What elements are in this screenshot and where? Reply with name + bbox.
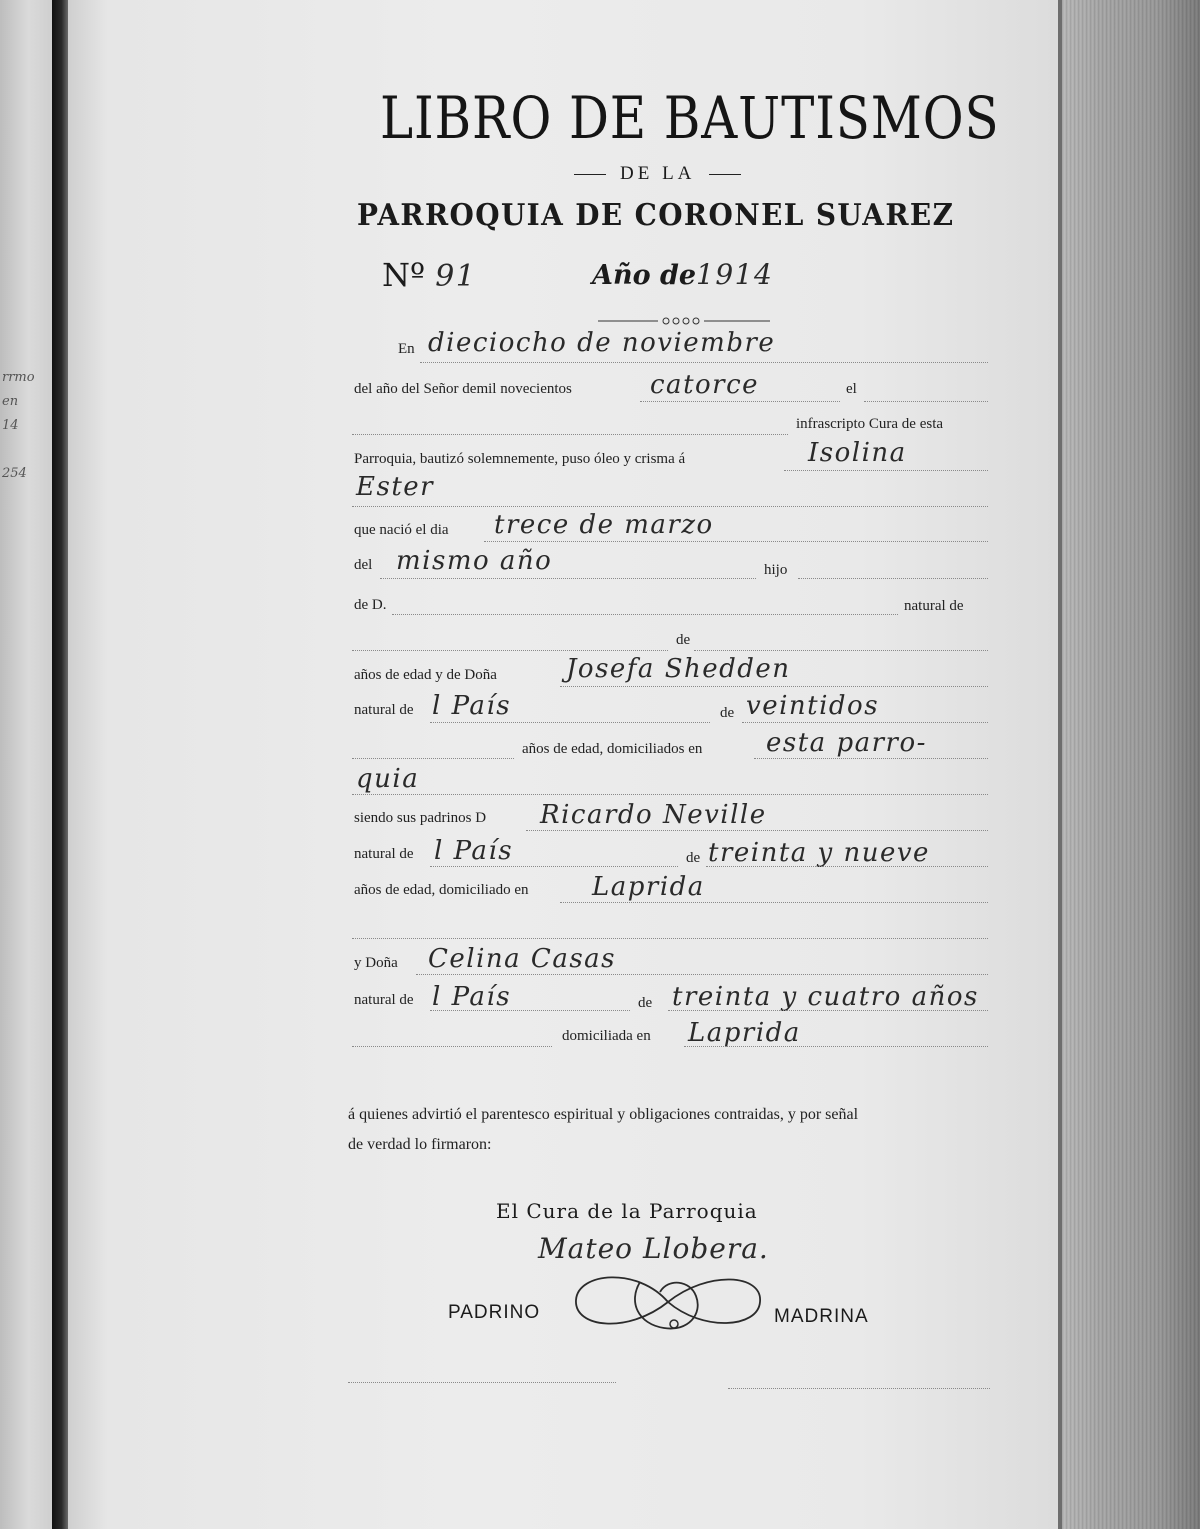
label-padrinos: siendo sus padrinos D xyxy=(354,810,487,826)
baptism-year-words: catorce xyxy=(650,370,760,400)
birth-date: trece de marzo xyxy=(494,510,714,540)
label-nacio: que nació el dia xyxy=(354,522,449,538)
left-note: rrmo xyxy=(2,370,35,385)
godfather-origin: l País xyxy=(434,836,514,866)
record-year: Año de1914 xyxy=(592,258,774,291)
label-bautizo: Parroquia, bautizó solemnemente, puso óleo y crisma á xyxy=(354,451,686,467)
record-year-value: 1914 xyxy=(696,258,774,291)
mother-origin: l País xyxy=(432,691,512,721)
godmother-age: treinta y cuatro años xyxy=(672,982,979,1012)
label-natural-padrino: natural de xyxy=(354,846,414,862)
left-note: en xyxy=(2,394,19,409)
cura-signature: Mateo Llobera. xyxy=(538,1232,769,1265)
godfather-name: Ricardo Neville xyxy=(540,800,767,830)
padrino-label: PADRINO xyxy=(448,1302,541,1323)
label-el: el xyxy=(846,381,857,397)
left-note: 254 xyxy=(2,466,27,481)
baptism-date: dieciocho de noviembre xyxy=(428,328,776,358)
record-number-value: 91 xyxy=(435,259,477,294)
mother-age: veintidos xyxy=(746,691,880,721)
label-natural-madre: natural de xyxy=(354,702,414,718)
book-gutter xyxy=(52,0,68,1529)
godmother-origin: l País xyxy=(432,982,512,1012)
label-del: del xyxy=(354,557,373,573)
parents-residence-cont: quia xyxy=(356,764,420,794)
parents-residence: esta parro- xyxy=(766,728,927,758)
signature-flourish xyxy=(568,1262,768,1340)
child-second-name: Ester xyxy=(356,472,435,502)
label-de: de xyxy=(676,632,691,648)
record-number: Nº 91 xyxy=(382,256,477,294)
godfather-age: treinta y nueve xyxy=(708,838,930,868)
parish-name: PARROQUIA DE CORONEL SUAREZ xyxy=(357,198,955,233)
left-note: 14 xyxy=(2,418,19,433)
birth-year: mismo año xyxy=(396,546,553,576)
label-natural-de: natural de xyxy=(904,598,964,614)
closing-text-2: de verdad lo firmaron: xyxy=(348,1136,492,1153)
page-title: LIBRO DE BAUTISMOS xyxy=(380,84,1000,152)
godmother-name: Celina Casas xyxy=(428,944,617,974)
label-dona: y Doña xyxy=(354,955,398,971)
child-first-name: Isolina xyxy=(808,438,907,468)
cura-label: El Cura de la Parroquia xyxy=(496,1199,758,1223)
label-infrascripto: infrascripto Cura de esta xyxy=(796,416,944,432)
label-madre: años de edad y de Doña xyxy=(354,667,497,683)
label-de-padrino: de xyxy=(686,850,701,866)
mother-name: Josefa Shedden xyxy=(566,654,791,684)
left-page xyxy=(0,0,52,1529)
label-en: En xyxy=(398,341,415,357)
godfather-residence: Laprida xyxy=(592,872,705,902)
label-de-d: de D. xyxy=(354,597,387,613)
label-year-prefix: del año del Señor demil novecientos xyxy=(354,381,572,397)
subtitle: DE LA xyxy=(560,163,755,185)
label-domiciliada: domiciliada en xyxy=(562,1028,651,1044)
madrina-label: MADRINA xyxy=(774,1306,869,1327)
label-domiciliado: años de edad, domiciliado en xyxy=(354,882,529,898)
label-natural-madrina: natural de xyxy=(354,992,414,1008)
label-de-edad: de xyxy=(720,705,735,721)
label-hijo: hijo xyxy=(764,562,788,578)
label-domiciliados: años de edad, domiciliados en xyxy=(522,741,703,757)
godmother-residence: Laprida xyxy=(688,1018,801,1048)
page-edges xyxy=(1058,0,1200,1529)
closing-text-1: á quienes advirtió el parentesco espiritual y obligaciones contraidas, y por señal xyxy=(348,1106,859,1123)
label-de-madrina: de xyxy=(638,995,653,1011)
ornament-divider xyxy=(598,316,770,326)
